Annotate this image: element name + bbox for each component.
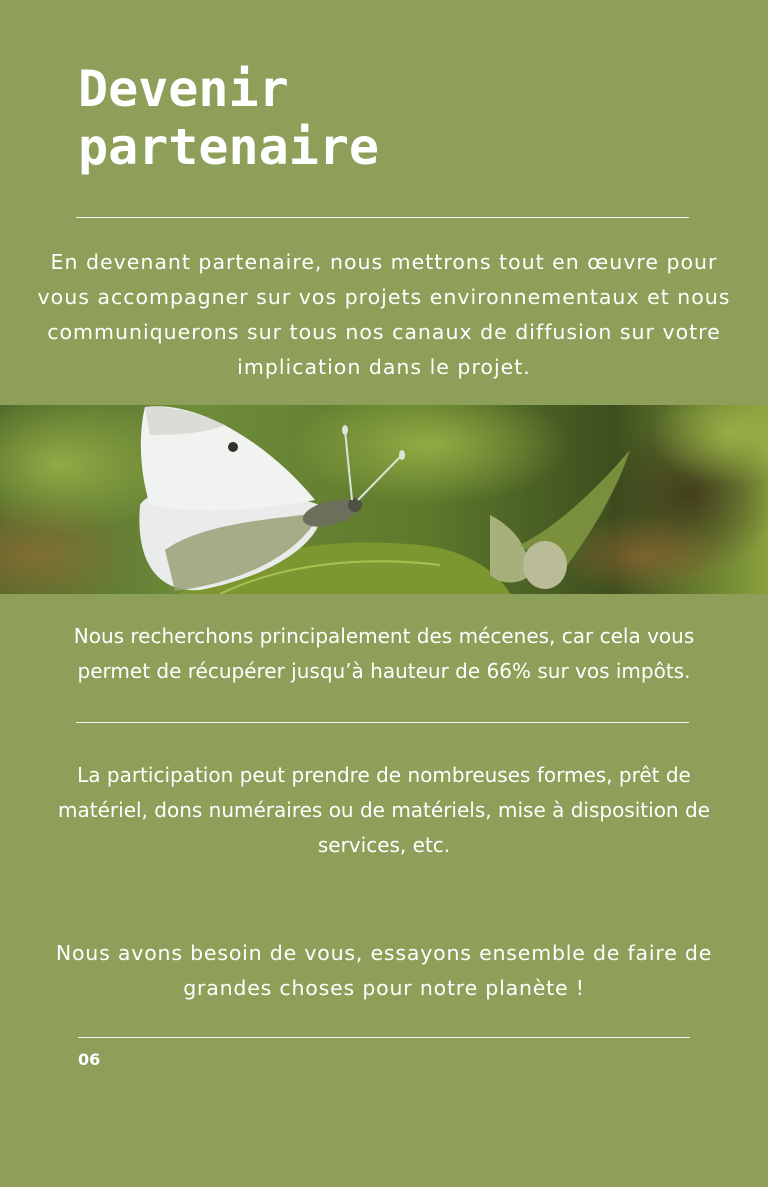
butterfly-photo (0, 405, 768, 594)
mecenat-paragraph (0, 619, 768, 689)
mecenat-line: permet de récupérer jusqu’à hauteur de 66% sur vos impôts. (77, 659, 691, 683)
divider-top (76, 217, 689, 218)
participation-paragraph (0, 758, 768, 863)
participation-line: matériel, dons numéraires ou de matériels, mise à disposition de (58, 798, 710, 822)
participation-line: La participation peut prendre de nombreuses formes, prêt de (77, 763, 691, 787)
mecenat-line: Nous recherchons principalement des mécenes, car cela vous (73, 624, 695, 648)
closing-line: Nous avons besoin de vous, essayons ensemble de faire de (55, 941, 713, 965)
closing-paragraph (0, 936, 768, 1006)
intro-line: En devenant partenaire, nous mettrons tout en œuvre pour (50, 250, 718, 274)
closing-line: grandes choses pour notre planète ! (183, 976, 585, 1000)
intro-line: vous accompagner sur vos projets environnementaux et nous (37, 285, 731, 309)
title-line-1: Devenir (78, 60, 289, 118)
title-line-2: partenaire (78, 118, 380, 176)
intro-paragraph (0, 245, 768, 385)
butterfly-illustration (0, 405, 768, 594)
divider-bottom (78, 1037, 690, 1038)
intro-line: communiquerons sur tous nos canaux de diffusion sur votre (47, 320, 721, 344)
participation-line: services, etc. (317, 833, 451, 857)
page-title (78, 60, 379, 176)
divider-middle (76, 722, 689, 723)
page-number: 06 (78, 1050, 101, 1069)
intro-line: implication dans le projet. (237, 355, 531, 379)
